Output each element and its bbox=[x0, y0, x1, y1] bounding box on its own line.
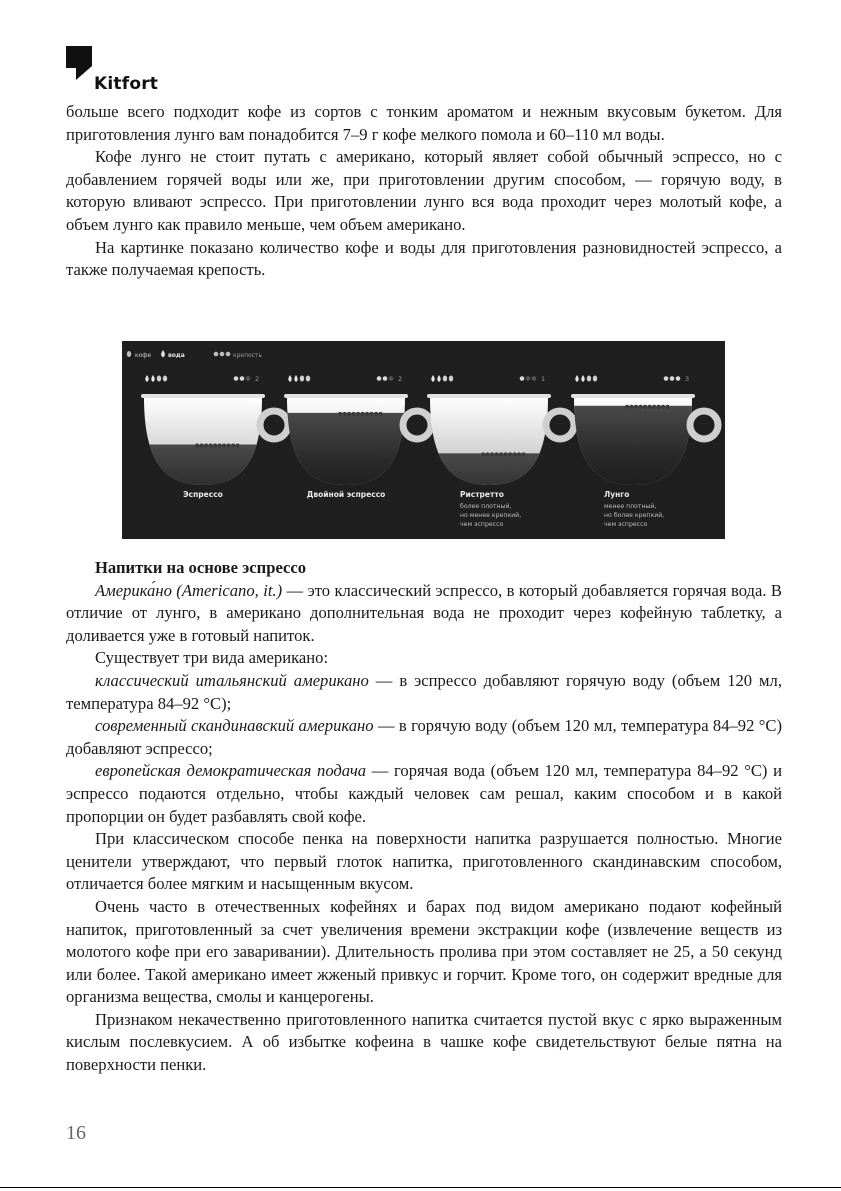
coffee-fill bbox=[574, 405, 692, 494]
cup-note: но менее крепкий, bbox=[460, 512, 522, 519]
cup-note: более плотный, bbox=[460, 503, 512, 510]
paragraph: На картинке показано количество кофе и воды для приготовления разновидностей эспрессо, а также получаемая крепость. bbox=[66, 237, 782, 280]
cup-note: чем эспрессо bbox=[460, 521, 504, 528]
americano-term: Америка́но (Americano, it.) bbox=[95, 580, 283, 600]
strength-dots-icon bbox=[214, 352, 231, 357]
cup-item bbox=[571, 375, 718, 528]
cup-handle bbox=[690, 411, 718, 439]
ingredient-icons bbox=[288, 375, 310, 382]
type-term: современный скандинавский американо bbox=[95, 716, 374, 736]
paragraph: Существует три вида американо: bbox=[95, 648, 329, 668]
cup-name: Двойной эспрессо bbox=[306, 490, 386, 499]
section-heading: Напитки на основе эспрессо bbox=[95, 558, 307, 577]
cup-handle bbox=[260, 411, 288, 439]
coffee-bean-icon bbox=[127, 351, 131, 357]
cup-name: Ристретто bbox=[460, 490, 504, 499]
espresso-drinks-section bbox=[66, 557, 782, 1077]
paragraph: При классическом способе пенка на поверхности напитка разрушается полностью. Многие ценители утверждают, что первый глоток напитка, приготовленного скандинавским способом, отличается более мягким и насыщенным вкусом. bbox=[66, 829, 782, 894]
type-term: классический итальянский американо bbox=[95, 670, 369, 690]
type-text: — в горячую воду (объем 120 мл, температура 84–92 °C) добавляют эспрессо; bbox=[66, 716, 782, 758]
coffee-fill bbox=[144, 444, 262, 533]
cup-rim bbox=[141, 394, 265, 398]
strength-indicator bbox=[520, 376, 537, 381]
water-drop-icon bbox=[161, 350, 165, 358]
espresso-diagram bbox=[122, 341, 725, 539]
page-number: 16 bbox=[66, 1122, 86, 1144]
cup-note: чем эспрессо bbox=[604, 521, 648, 528]
cup-item bbox=[141, 375, 288, 533]
paragraph: Признаком некачественно приготовленного напитка считается пустой вкус с ярко выраженным кислым послевкусием. А об избытке кофеина в чашке кофе свидетельствуют белые пятна на поверхности пенки. bbox=[66, 1009, 782, 1075]
cup-rim bbox=[427, 394, 551, 398]
list-item bbox=[66, 715, 782, 760]
legend-coffee: кофе bbox=[135, 352, 152, 359]
intro-text bbox=[66, 101, 782, 282]
strength-indicator bbox=[377, 376, 394, 381]
coffee-fill bbox=[287, 412, 405, 501]
type-text: — горячая вода (объем 120 мл, температура 84–92 °C) и эспрессо подаются отдельно, чтобы каждый человек сам решал, каким способом и в какой пропорции он будет разбавлять свой кофе. bbox=[66, 761, 782, 826]
type-text: — в эспрессо добавляют горячую воду (объем 120 мл, температура 84–92 °C); bbox=[66, 670, 782, 713]
paragraph: больше всего подходит кофе из сортов с тонким ароматом и нежным вкусовым букетом. Для приготовления лунго вам понадобится 7–9 г кофе мелкого помола и 60–110 мл воды. bbox=[66, 102, 782, 144]
cup-name: Лунго bbox=[604, 490, 630, 499]
strength-value: 2 bbox=[255, 375, 260, 383]
brand-logo bbox=[66, 46, 196, 96]
cup-name: Эспрессо bbox=[183, 490, 223, 499]
strength-value: 2 bbox=[398, 375, 403, 383]
cup-note: менее плотный, bbox=[604, 503, 657, 510]
legend-water: вода bbox=[168, 352, 185, 359]
brand-name: Kitfort bbox=[94, 74, 159, 94]
cup-handle bbox=[403, 411, 431, 439]
americano-definition: — это классический эспрессо, в который добавляется горячая вода. В отличие от лунго, в американо дополнительная вода не проходит через кофейную таблетку, а доливается уже в готовый напиток. bbox=[66, 580, 782, 645]
cup-item bbox=[284, 375, 431, 501]
strength-value: 1 bbox=[541, 375, 546, 383]
cup-item bbox=[427, 375, 574, 539]
legend-strength: крепость bbox=[233, 352, 263, 359]
strength-value: 3 bbox=[685, 375, 690, 383]
strength-indicator bbox=[234, 376, 251, 381]
cup-note: но более крепкий, bbox=[604, 512, 665, 519]
ingredient-icons bbox=[575, 375, 597, 382]
cup-handle bbox=[546, 411, 574, 439]
list-item bbox=[66, 760, 782, 828]
ingredient-icons bbox=[145, 375, 167, 382]
page-bottom-rule bbox=[0, 1187, 841, 1188]
paragraph: Кофе лунго не стоит путать с американо, который являет собой обычный эспрессо, но с добавлением горячей воды или же, при приготовлении другим способом, — горячую воду, в которую вливают эспрессо. При приготовлении лунго вся вода проходит через молотый кофе, а объем лунго как правило меньше, чем объем американо. bbox=[66, 147, 782, 234]
espresso-figure bbox=[122, 341, 725, 539]
paragraph bbox=[66, 580, 782, 648]
cup-rim bbox=[284, 394, 408, 398]
strength-indicator bbox=[664, 376, 681, 381]
brand-mark-icon bbox=[66, 46, 92, 80]
type-term: европейская демократическая подача bbox=[95, 761, 367, 781]
paragraph: Очень часто в отечественных кофейнях и барах под видом американо подают кофейный напиток, приготовленный за счет увеличения времени экстракции кофе (извлечение веществ из молотого кофе при его заваривании). Длительность пролива при этом составляет не 25, а 50 секунд или более. Такой американо имеет жженый привкус и горчит. Кроме того, он содержит вредные для организма вещества, смолы и канцерогены. bbox=[66, 896, 782, 1007]
ingredient-icons bbox=[431, 375, 453, 382]
list-item bbox=[66, 670, 782, 715]
figure-legend bbox=[127, 350, 263, 359]
cup-rim bbox=[571, 394, 695, 398]
